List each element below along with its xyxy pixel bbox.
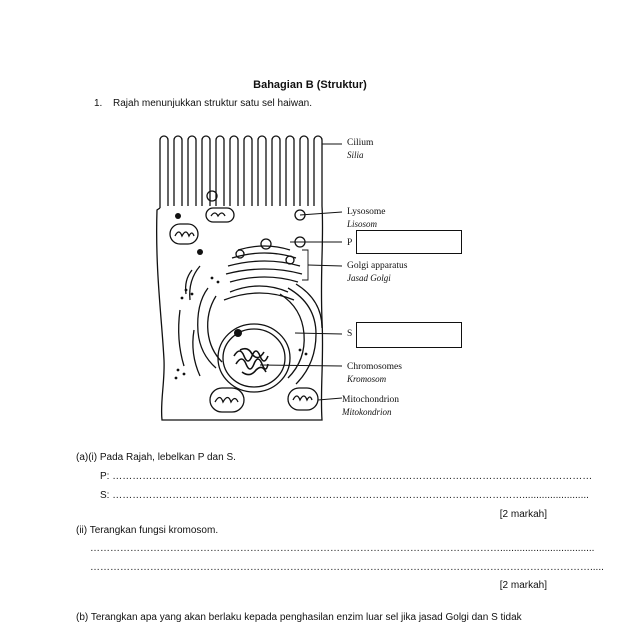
granules — [175, 213, 308, 379]
p-answer-label: P: — [100, 471, 110, 482]
chromosomes — [234, 349, 268, 375]
label-cilium-ms: Silia — [347, 150, 364, 160]
nucleolus — [234, 329, 242, 337]
label-p: P — [347, 238, 353, 248]
part-a-i-marks: [2 markah] — [499, 509, 547, 520]
label-mitochondrion-ms: Mitokondrion — [342, 407, 392, 417]
label-cilium: Cilium — [347, 138, 374, 148]
part-b-prompt: (b) Terangkan apa yang akan berlaku kepada penghasilan enzim luar sel jika jasad Golgi dan S tidak — [76, 612, 522, 623]
part-a-ii-marks: [2 markah] — [499, 580, 547, 591]
label-chromosomes-ms: Kromosom — [347, 374, 387, 384]
cilia — [160, 136, 322, 208]
question-text: Rajah menunjukkan struktur satu sel haiwan. — [113, 98, 312, 109]
s-answer-dots: ……………………………………………………………………………………………………………........................ — [112, 490, 589, 501]
label-golgi: Golgi apparatus — [347, 261, 408, 271]
p-answer-dots: ……………………………………………………………………………………………………………………………… — [112, 471, 593, 482]
answer-box-p[interactable] — [356, 230, 462, 254]
part-a-ii-prompt: (ii) Terangkan fungsi kromosom. — [76, 525, 219, 536]
nucleus — [218, 324, 290, 392]
part-a-i-p-line[interactable] — [100, 471, 593, 482]
question-number: 1. — [94, 98, 103, 109]
label-golgi-ms: Jasad Golgi — [347, 273, 391, 283]
label-lysosome: Lysosome — [347, 207, 386, 217]
animal-cell-diagram — [150, 120, 490, 440]
section-title: Bahagian B (Struktur) — [253, 79, 367, 91]
answer-box-s[interactable] — [356, 322, 462, 348]
label-mitochondrion: Mitochondrion — [342, 395, 399, 405]
part-a-ii-line-1[interactable]: …………………………………………………………………………………………………………….................................. — [90, 543, 595, 554]
part-a-i-prompt: (a)(i) Pada Rajah, lebelkan P dan S. — [76, 452, 236, 463]
endoplasmic-reticulum — [179, 266, 322, 384]
label-chromosomes: Chromosomes — [347, 362, 402, 372]
label-s: S — [347, 329, 353, 339]
part-a-ii-line-2[interactable]: ……………………………………………………………………………………………………………………………………..... — [90, 562, 604, 573]
part-a-i-s-line[interactable] — [100, 490, 589, 501]
label-lysosome-ms: Lisosom — [347, 219, 378, 229]
s-answer-label: S: — [100, 490, 110, 501]
